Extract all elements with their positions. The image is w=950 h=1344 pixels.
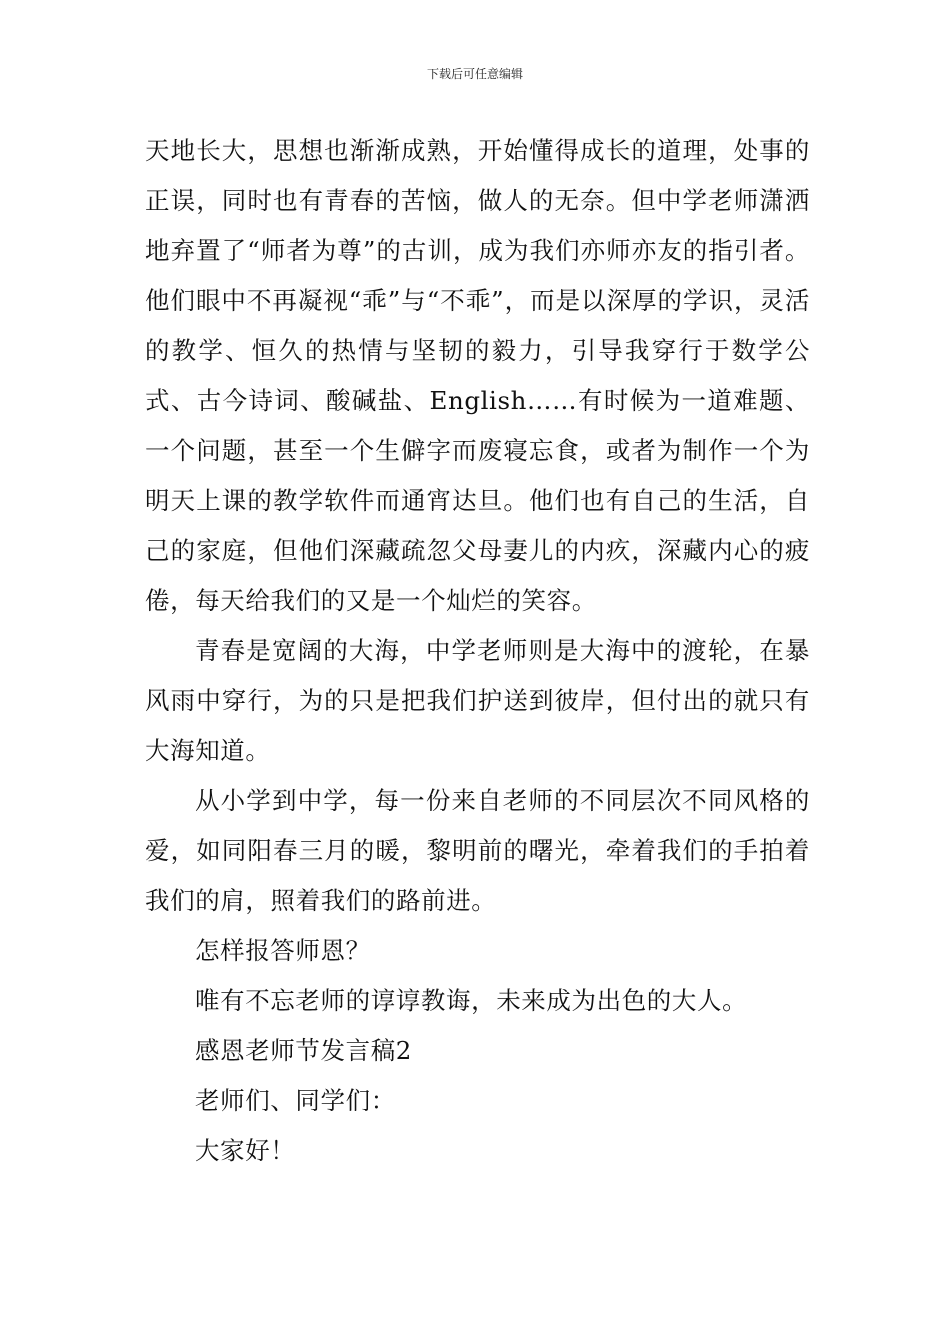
page-header: 下载后可任意编辑	[426, 67, 523, 81]
paragraph-2: 青春是宽阔的大海，中学老师则是大海中的渡轮，在暴风雨中穿行，为的只是把我们护送到彼岸，但付出的就只有大海知道。	[145, 636, 810, 765]
section-title: 感恩老师节发言稿2	[195, 1036, 412, 1065]
salutation: 老师们、同学们：	[195, 1086, 396, 1115]
greeting: 大家好！	[195, 1136, 296, 1165]
paragraph-1: 天地长大，思想也渐渐成熟，开始懂得成长的道理，处事的正误，同时也有青春的苦恼，做人的无奈。但中学老师潇洒地弃置了“师者为尊”的古训，成为我们亦师亦友的指引者。他们眼中不再凝视“乖”与“不乖”，而是以深厚的学识，灵活的教学、恒久的热情与坚韧的毅力，引导我穿行于数学公式、古今诗词、酸碱盐、English……有时候为一道难题、一个问题，甚至一个生僻字而废寝忘食，或者为制作一个为明天上课的教学软件而通宵达旦。他们也有自己的生活，自己的家庭，但他们深藏疏忽父母妻儿的内疚，深藏内心的疲倦，每天给我们的又是一个灿烂的笑容。	[145, 136, 810, 615]
paragraph-4: 怎样报答师恩？	[195, 936, 371, 965]
paragraph-5: 唯有不忘老师的谆谆教诲，未来成为出色的大人。	[195, 986, 748, 1015]
paragraph-3: 从小学到中学，每一份来自老师的不同层次不同风格的爱，如同阳春三月的暖，黎明前的曙光，牵着我们的手拍着我们的肩，照着我们的路前进。	[145, 786, 810, 915]
document-body	[145, 126, 810, 1176]
